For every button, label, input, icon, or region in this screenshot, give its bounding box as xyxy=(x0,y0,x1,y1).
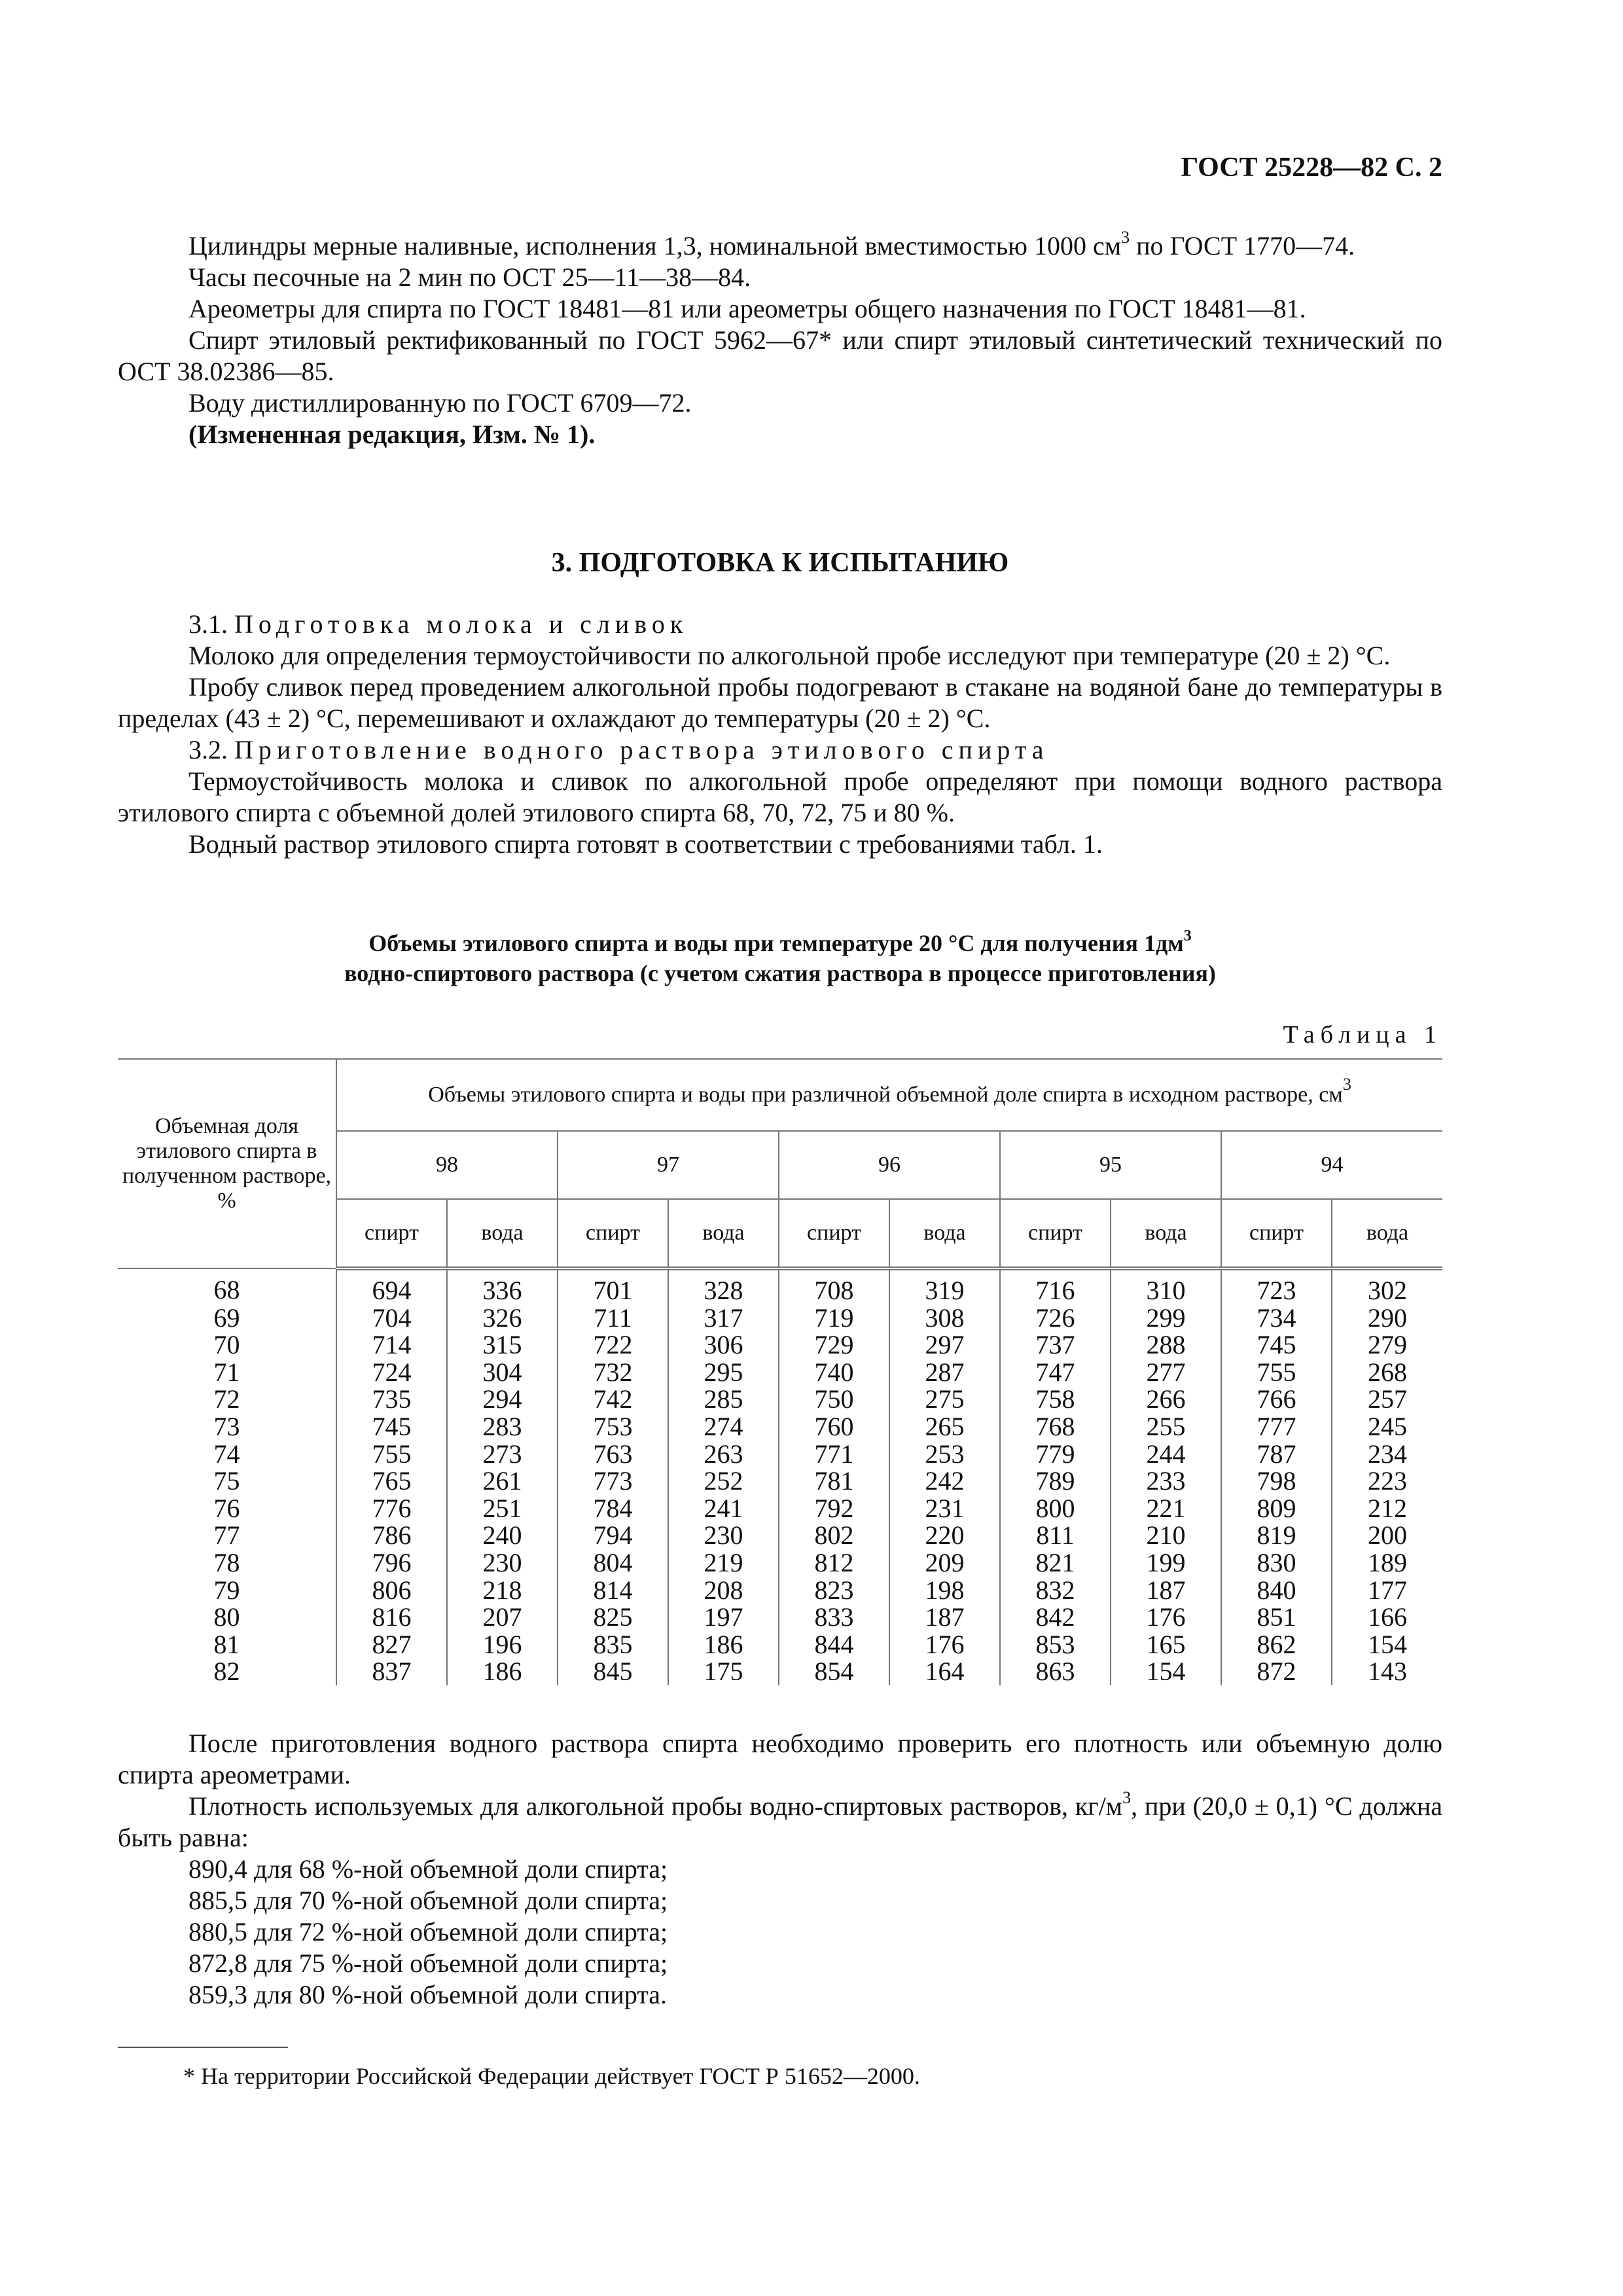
table-cell: 242 xyxy=(889,1467,1000,1495)
table-cell: 197 xyxy=(668,1604,779,1631)
table-number: Таблица 1 xyxy=(1283,1021,1442,1049)
amendment-note: (Измененная редакция, Изм. № 1). xyxy=(188,420,596,449)
table-cell: 708 xyxy=(779,1268,889,1304)
table-cell: 230 xyxy=(447,1549,558,1577)
table-cell: 187 xyxy=(889,1604,1000,1631)
table-cell: 842 xyxy=(1000,1604,1111,1631)
table-cell: 809 xyxy=(1221,1495,1332,1522)
concentration-header: 94 xyxy=(1221,1131,1442,1199)
concentration-header: 98 xyxy=(336,1131,558,1199)
table-cell: 253 xyxy=(889,1441,1000,1468)
table-cell: 257 xyxy=(1332,1386,1442,1413)
table-cell: 750 xyxy=(779,1386,889,1413)
table-cell: 154 xyxy=(1111,1658,1221,1685)
table-cell: 221 xyxy=(1111,1495,1221,1522)
table-cell: 212 xyxy=(1332,1495,1442,1522)
paragraph-hourglass: Часы песочные на 2 мин по ОСТ 25—11—38—84. xyxy=(188,262,751,292)
table-cell: 827 xyxy=(336,1631,447,1659)
table-cell: 711 xyxy=(558,1304,668,1332)
table-cell: 285 xyxy=(668,1386,779,1413)
table-cell: 726 xyxy=(1000,1304,1111,1332)
table-caption: Объемы этилового спирта и воды при температуре 20 °С для получения $1дм^3$ водно-спиртового раствора (с учетом сжатия раствора в процессе приготовления) xyxy=(344,927,1216,986)
table-cell: 845 xyxy=(558,1658,668,1685)
table-cell: 245 xyxy=(1332,1413,1442,1441)
table-cell: 164 xyxy=(889,1658,1000,1685)
table-cell: 166 xyxy=(1332,1604,1442,1631)
subheader-spirit: спирт xyxy=(779,1199,889,1268)
table-cell: 851 xyxy=(1221,1604,1332,1631)
table-cell: 784 xyxy=(558,1495,668,1522)
table-cell: 255 xyxy=(1111,1413,1221,1441)
density-item: 885,5 для 70 %-ной объемной доли спирта; xyxy=(188,1886,668,1915)
table-row xyxy=(118,1658,1442,1685)
table-cell: 729 xyxy=(779,1331,889,1359)
table-cell: 722 xyxy=(558,1331,668,1359)
table-cell: 176 xyxy=(889,1631,1000,1659)
table-cell: 755 xyxy=(1221,1359,1332,1386)
table-cell: 768 xyxy=(1000,1413,1111,1441)
row-label-cell: 81 xyxy=(118,1631,336,1659)
table-cell: 319 xyxy=(889,1268,1000,1304)
table-row xyxy=(118,1386,1442,1413)
table-cell: 251 xyxy=(447,1495,558,1522)
table-cell: 745 xyxy=(336,1413,447,1441)
table-cell: 835 xyxy=(558,1631,668,1659)
table-cell: 844 xyxy=(779,1631,889,1659)
table-row xyxy=(118,1467,1442,1495)
table-container xyxy=(118,1058,1442,1722)
table-cell: 154 xyxy=(1332,1631,1442,1659)
paragraph-cylinders: Цилиндры мерные наливные, исполнения 1,3, номинальной вместимостью 1000 $см^3$ по ГОСТ 1770—74. xyxy=(188,228,1355,260)
table-cell: 745 xyxy=(1221,1331,1332,1359)
table-cell: 716 xyxy=(1000,1268,1111,1304)
table-row xyxy=(118,1604,1442,1631)
table-cell: 787 xyxy=(1221,1441,1332,1468)
table-cell: 779 xyxy=(1000,1441,1111,1468)
paragraph-areometers: Ареометры для спирта по ГОСТ 18481—81 или ареометры общего назначения по ГОСТ 18481—81. xyxy=(188,294,1306,323)
table-cell: 802 xyxy=(779,1522,889,1549)
concentration-header: 95 xyxy=(1000,1131,1221,1199)
group-header: Объемы этилового спирта и воды при различной объемной доле спирта в исходном растворе, $см^3$ xyxy=(336,1059,1442,1131)
table-row xyxy=(118,1359,1442,1386)
footnote-divider xyxy=(118,2047,288,2048)
table-cell: 302 xyxy=(1332,1268,1442,1304)
table-cell: 747 xyxy=(1000,1359,1111,1386)
table-cell: 771 xyxy=(779,1441,889,1468)
table-cell: 299 xyxy=(1111,1304,1221,1332)
table-cell: 336 xyxy=(447,1268,558,1304)
table-cell: 825 xyxy=(558,1604,668,1631)
row-label-cell: 82 xyxy=(118,1658,336,1685)
table-cell: 742 xyxy=(558,1386,668,1413)
table-cell: 230 xyxy=(668,1522,779,1549)
table-cell: 819 xyxy=(1221,1522,1332,1549)
table-cell: 704 xyxy=(336,1304,447,1332)
table-cell: 218 xyxy=(447,1577,558,1604)
subheader-water: вода xyxy=(1111,1199,1221,1268)
table-cell: 261 xyxy=(447,1467,558,1495)
table-cell: 265 xyxy=(889,1413,1000,1441)
table-cell: 837 xyxy=(336,1658,447,1685)
table-cell: 763 xyxy=(558,1441,668,1468)
subheader-water: вода xyxy=(889,1199,1000,1268)
table-cell: 317 xyxy=(668,1304,779,1332)
density-item: 872,8 для 75 %-ной объемной доли спирта; xyxy=(188,1948,668,1978)
table-cell: 765 xyxy=(336,1467,447,1495)
table-row xyxy=(118,1268,1442,1304)
table-cell: 872 xyxy=(1221,1658,1332,1685)
table-cell: 208 xyxy=(668,1577,779,1604)
table-cell: 310 xyxy=(1111,1268,1221,1304)
row-label-cell: 71 xyxy=(118,1359,336,1386)
table-row xyxy=(118,1413,1442,1441)
subheader-water: вода xyxy=(1332,1199,1442,1268)
subheader-spirit: спирт xyxy=(336,1199,447,1268)
subheader-water: вода xyxy=(447,1199,558,1268)
table-cell: 315 xyxy=(447,1331,558,1359)
table-cell: 186 xyxy=(668,1631,779,1659)
concentration-header: 97 xyxy=(558,1131,779,1199)
table-cell: 840 xyxy=(1221,1577,1332,1604)
table-cell: 734 xyxy=(1221,1304,1332,1332)
table-cell: 786 xyxy=(336,1522,447,1549)
page-header: ГОСТ 25228—82 С. 2 xyxy=(1181,152,1442,183)
table-cell: 800 xyxy=(1000,1495,1111,1522)
subheader-spirit: спирт xyxy=(558,1199,668,1268)
table-cell: 244 xyxy=(1111,1441,1221,1468)
table-cell: 740 xyxy=(779,1359,889,1386)
row-label-cell: 68 xyxy=(118,1268,336,1304)
table-row xyxy=(118,1331,1442,1359)
table-cell: 798 xyxy=(1221,1467,1332,1495)
table-row xyxy=(118,1441,1442,1468)
table-cell: 287 xyxy=(889,1359,1000,1386)
table-cell: 816 xyxy=(336,1604,447,1631)
table-cell: 863 xyxy=(1000,1658,1111,1685)
table-cell: 177 xyxy=(1332,1577,1442,1604)
subheader-spirit: спирт xyxy=(1221,1199,1332,1268)
paragraph-preparation: Водный раствор этилового спирта готовят в соответствии с требованиями табл. 1. xyxy=(188,829,1103,859)
table-cell: 723 xyxy=(1221,1268,1332,1304)
table-cell: 295 xyxy=(668,1359,779,1386)
row-label-cell: 75 xyxy=(118,1467,336,1495)
table-cell: 288 xyxy=(1111,1331,1221,1359)
table-cell: 176 xyxy=(1111,1604,1221,1631)
table-cell: 758 xyxy=(1000,1386,1111,1413)
table-row xyxy=(118,1304,1442,1332)
table-cell: 198 xyxy=(889,1577,1000,1604)
table-cell: 862 xyxy=(1221,1631,1332,1659)
row-label-cell: 80 xyxy=(118,1604,336,1631)
table-cell: 231 xyxy=(889,1495,1000,1522)
table-cell: 219 xyxy=(668,1549,779,1577)
table-cell: 777 xyxy=(1221,1413,1332,1441)
row-label-cell: 78 xyxy=(118,1549,336,1577)
table-cell: 143 xyxy=(1332,1658,1442,1685)
table-cell: 701 xyxy=(558,1268,668,1304)
table-cell: 187 xyxy=(1111,1577,1221,1604)
footnote: * На территории Российской Федерации действует ГОСТ Р 51652—2000. xyxy=(183,2063,920,2089)
table-cell: 273 xyxy=(447,1441,558,1468)
table-cell: 792 xyxy=(779,1495,889,1522)
table-cell: 766 xyxy=(1221,1386,1332,1413)
row-label-cell: 79 xyxy=(118,1577,336,1604)
paragraph-density-intro: Плотность используемых для алкогольной пробы водно-спиртовых растворов, $кг/м^3$, при (20,0 ± 0,1) °С должна быть равна: xyxy=(118,1788,1442,1852)
density-section xyxy=(118,1728,1442,2011)
table-cell: 186 xyxy=(447,1658,558,1685)
row-label-cell: 77 xyxy=(118,1522,336,1549)
density-item: 880,5 для 72 %-ной объемной доли спирта; xyxy=(188,1917,668,1946)
table-cell: 719 xyxy=(779,1304,889,1332)
table-cell: 207 xyxy=(447,1604,558,1631)
table-cell: 165 xyxy=(1111,1631,1221,1659)
row-header: Объемная доля этилового спирта в полученном растворе, % xyxy=(118,1059,336,1268)
table-cell: 241 xyxy=(668,1495,779,1522)
table-cell: 220 xyxy=(889,1522,1000,1549)
table-cell: 275 xyxy=(889,1386,1000,1413)
subsection-3-1-heading: 3.1. Подготовка молока и сливок xyxy=(188,609,688,639)
table-cell: 200 xyxy=(1332,1522,1442,1549)
paragraph-milk: Молоко для определения термоустойчивости по алкогольной пробе исследуют при температуре (20 ± 2) °С. xyxy=(188,641,1391,670)
subheader-spirit: спирт xyxy=(1000,1199,1111,1268)
table-cell: 297 xyxy=(889,1331,1000,1359)
table-cell: 196 xyxy=(447,1631,558,1659)
table-cell: 811 xyxy=(1000,1522,1111,1549)
table-row xyxy=(118,1577,1442,1604)
table-cell: 308 xyxy=(889,1304,1000,1332)
table-cell: 853 xyxy=(1000,1631,1111,1659)
density-item: 890,4 для 68 %-ной объемной доли спирта; xyxy=(188,1854,668,1884)
table-cell: 274 xyxy=(668,1413,779,1441)
paragraph-cream: Пробу сливок перед проведением алкогольной пробы подогревают в стакане на водяной бане до температуры в пределах (43 ± 2) °С, перемешивают и охлаждают до температуры (20 ± 2) °С. xyxy=(118,672,1442,733)
table-cell: 304 xyxy=(447,1359,558,1386)
table-cell: 812 xyxy=(779,1549,889,1577)
row-label-cell: 72 xyxy=(118,1386,336,1413)
table-cell: 290 xyxy=(1332,1304,1442,1332)
table-cell: 279 xyxy=(1332,1331,1442,1359)
table-cell: 306 xyxy=(668,1331,779,1359)
table-cell: 240 xyxy=(447,1522,558,1549)
table-cell: 832 xyxy=(1000,1577,1111,1604)
table-cell: 223 xyxy=(1332,1467,1442,1495)
table-cell: 209 xyxy=(889,1549,1000,1577)
table-cell: 804 xyxy=(558,1549,668,1577)
table-cell: 789 xyxy=(1000,1467,1111,1495)
subsection-3-2-heading: 3.2. Приготовление водного раствора этилового спирта xyxy=(188,735,1049,764)
table-cell: 806 xyxy=(336,1577,447,1604)
table-cell: 266 xyxy=(1111,1386,1221,1413)
table-cell: 199 xyxy=(1111,1549,1221,1577)
concentration-header: 96 xyxy=(779,1131,1000,1199)
table-cell: 210 xyxy=(1111,1522,1221,1549)
equipment-list xyxy=(118,230,1442,450)
table-cell: 714 xyxy=(336,1331,447,1359)
paragraph-thermostability: Термоустойчивость молока и сливок по алкогольной пробе определяют при помощи водного раствора этилового спирта с объемной долей этилового спирта 68, 70, 72, 75 и 80 %. xyxy=(118,766,1442,827)
section-title: 3. ПОДГОТОВКА К ИСПЫТАНИЮ xyxy=(551,548,1009,578)
table-cell: 234 xyxy=(1332,1441,1442,1468)
table-cell: 277 xyxy=(1111,1359,1221,1386)
alcohol-volume-table xyxy=(118,1058,1442,1685)
table-cell: 830 xyxy=(1221,1549,1332,1577)
paragraph-ethanol: Спирт этиловый ректификованный по ГОСТ 5962—67* или спирт этиловый синтетический технический по ОСТ 38.02386—85. xyxy=(118,325,1442,386)
row-label-cell: 76 xyxy=(118,1495,336,1522)
table-cell: 263 xyxy=(668,1441,779,1468)
table-cell: 833 xyxy=(779,1604,889,1631)
table-cell: 776 xyxy=(336,1495,447,1522)
table-cell: 326 xyxy=(447,1304,558,1332)
table-cell: 854 xyxy=(779,1658,889,1685)
table-cell: 724 xyxy=(336,1359,447,1386)
row-label-cell: 70 xyxy=(118,1331,336,1359)
table-cell: 694 xyxy=(336,1268,447,1304)
table-cell: 773 xyxy=(558,1467,668,1495)
table-cell: 732 xyxy=(558,1359,668,1386)
paragraph-water: Воду дистиллированную по ГОСТ 6709—72. xyxy=(188,388,692,418)
table-cell: 735 xyxy=(336,1386,447,1413)
table-cell: 753 xyxy=(558,1413,668,1441)
table-cell: 283 xyxy=(447,1413,558,1441)
table-cell: 175 xyxy=(668,1658,779,1685)
table-row xyxy=(118,1631,1442,1659)
table-body xyxy=(118,1268,1442,1685)
section-3 xyxy=(118,547,1442,860)
table-cell: 760 xyxy=(779,1413,889,1441)
table-cell: 233 xyxy=(1111,1467,1221,1495)
table-cell: 821 xyxy=(1000,1549,1111,1577)
density-item: 859,3 для 80 %-ной объемной доли спирта. xyxy=(188,1980,668,2009)
row-label-cell: 73 xyxy=(118,1413,336,1441)
table-cell: 268 xyxy=(1332,1359,1442,1386)
table-cell: 781 xyxy=(779,1467,889,1495)
table-cell: 823 xyxy=(779,1577,889,1604)
row-label-cell: 74 xyxy=(118,1441,336,1468)
table-row xyxy=(118,1495,1442,1522)
subheader-water: вода xyxy=(668,1199,779,1268)
table-cell: 814 xyxy=(558,1577,668,1604)
table-cell: 737 xyxy=(1000,1331,1111,1359)
table-row xyxy=(118,1522,1442,1549)
table-cell: 794 xyxy=(558,1522,668,1549)
table-cell: 755 xyxy=(336,1441,447,1468)
table-cell: 252 xyxy=(668,1467,779,1495)
table-row xyxy=(118,1549,1442,1577)
table-cell: 328 xyxy=(668,1268,779,1304)
table-cell: 189 xyxy=(1332,1549,1442,1577)
paragraph-check-density: После приготовления водного раствора спирта необходимо проверить его плотность или объемную долю спирта ареометрами. xyxy=(118,1729,1442,1789)
table-cell: 796 xyxy=(336,1549,447,1577)
table-cell: 294 xyxy=(447,1386,558,1413)
row-label-cell: 69 xyxy=(118,1304,336,1332)
